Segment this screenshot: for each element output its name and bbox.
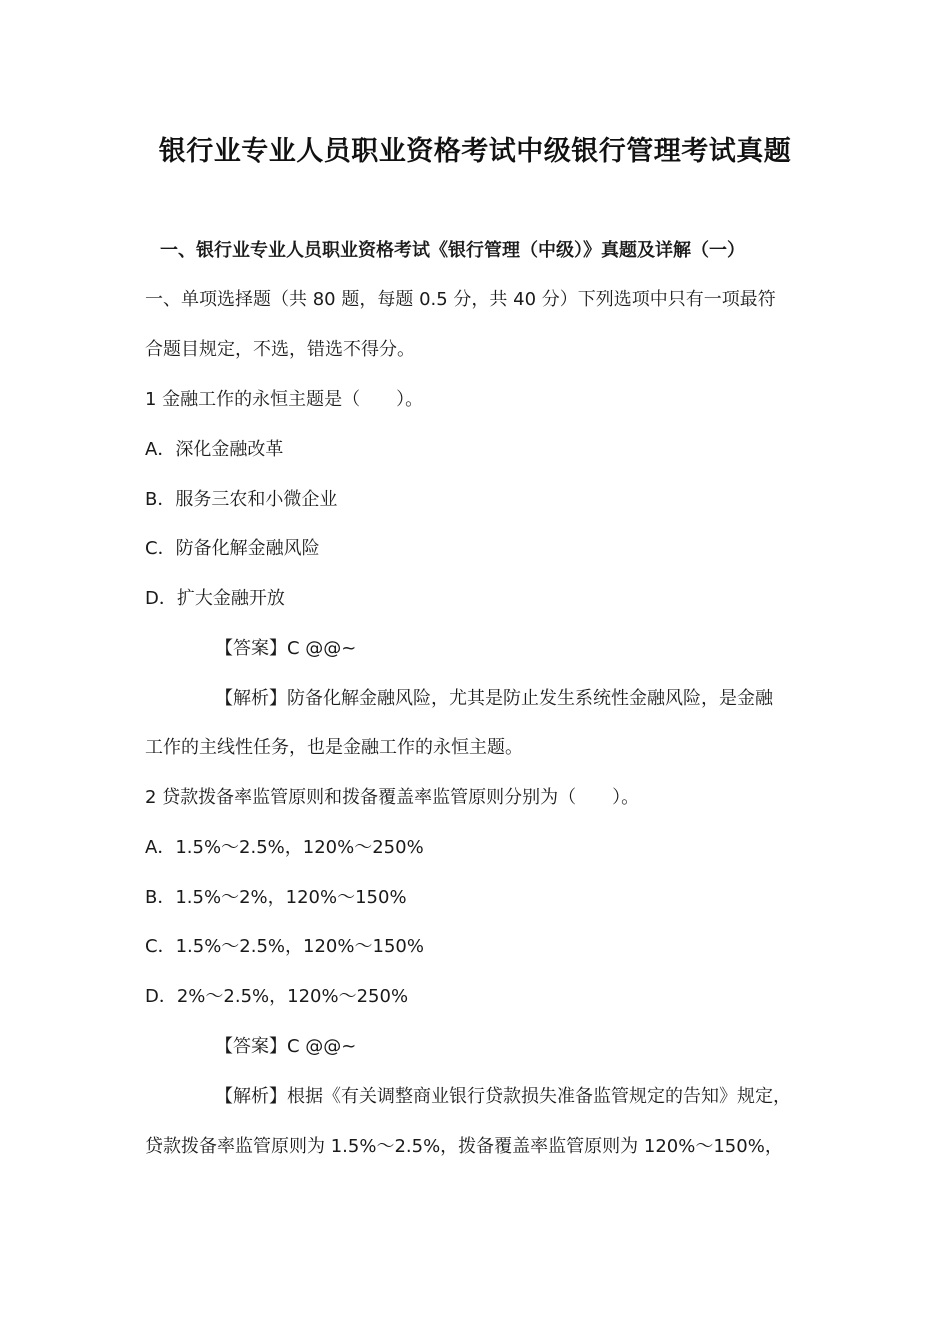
question-1-answer: 【答案】C @@~ — [215, 638, 357, 659]
question-2-analysis-line-2: 贷款拨备率监管原则为 1.5%～2.5%，拨备覆盖率监管原则为 120%～150%， — [145, 1136, 783, 1157]
question-2-answer: 【答案】C @@~ — [215, 1036, 357, 1057]
section-heading: 一、银行业专业人员职业资格考试《银行管理（中级）》真题及详解（一） — [160, 240, 745, 261]
question-1-option-a: A．深化金融改革 — [145, 439, 284, 460]
instructions-line-2: 合题目规定，不选，错选不得分。 — [145, 339, 415, 360]
question-1-analysis-line-1: 【解析】防备化解金融风险，尤其是防止发生系统性金融风险，是金融 — [215, 688, 773, 709]
question-2-option-c: C．1.5%～2.5%，120%～150% — [145, 936, 424, 957]
question-1-stem: 1 金融工作的永恒主题是（ ）。 — [145, 389, 424, 410]
question-2-option-d: D．2%～2.5%，120%～250% — [145, 986, 409, 1007]
question-2-option-a: A．1.5%～2.5%，120%～250% — [145, 837, 424, 858]
question-2-analysis-line-1: 【解析】根据《有关调整商业银行贷款损失准备监管规定的告知》规定， — [215, 1086, 791, 1107]
question-1-analysis-line-2: 工作的主线性任务，也是金融工作的永恒主题。 — [145, 737, 523, 758]
instructions-line-1: 一、单项选择题（共 80 题，每题 0.5 分，共 40 分）下列选项中只有一项最符 — [145, 289, 776, 310]
question-1-option-d: D．扩大金融开放 — [145, 588, 285, 609]
question-1-option-b: B．服务三农和小微企业 — [145, 489, 338, 510]
question-1-option-c: C．防备化解金融风险 — [145, 538, 320, 559]
question-2-stem: 2 贷款拨备率监管原则和拨备覆盖率监管原则分别为（ ）。 — [145, 787, 640, 808]
question-2-option-b: B．1.5%～2%，120%～150% — [145, 887, 407, 908]
document-title: 银行业专业人员职业资格考试中级银行管理考试真题 — [158, 136, 792, 167]
